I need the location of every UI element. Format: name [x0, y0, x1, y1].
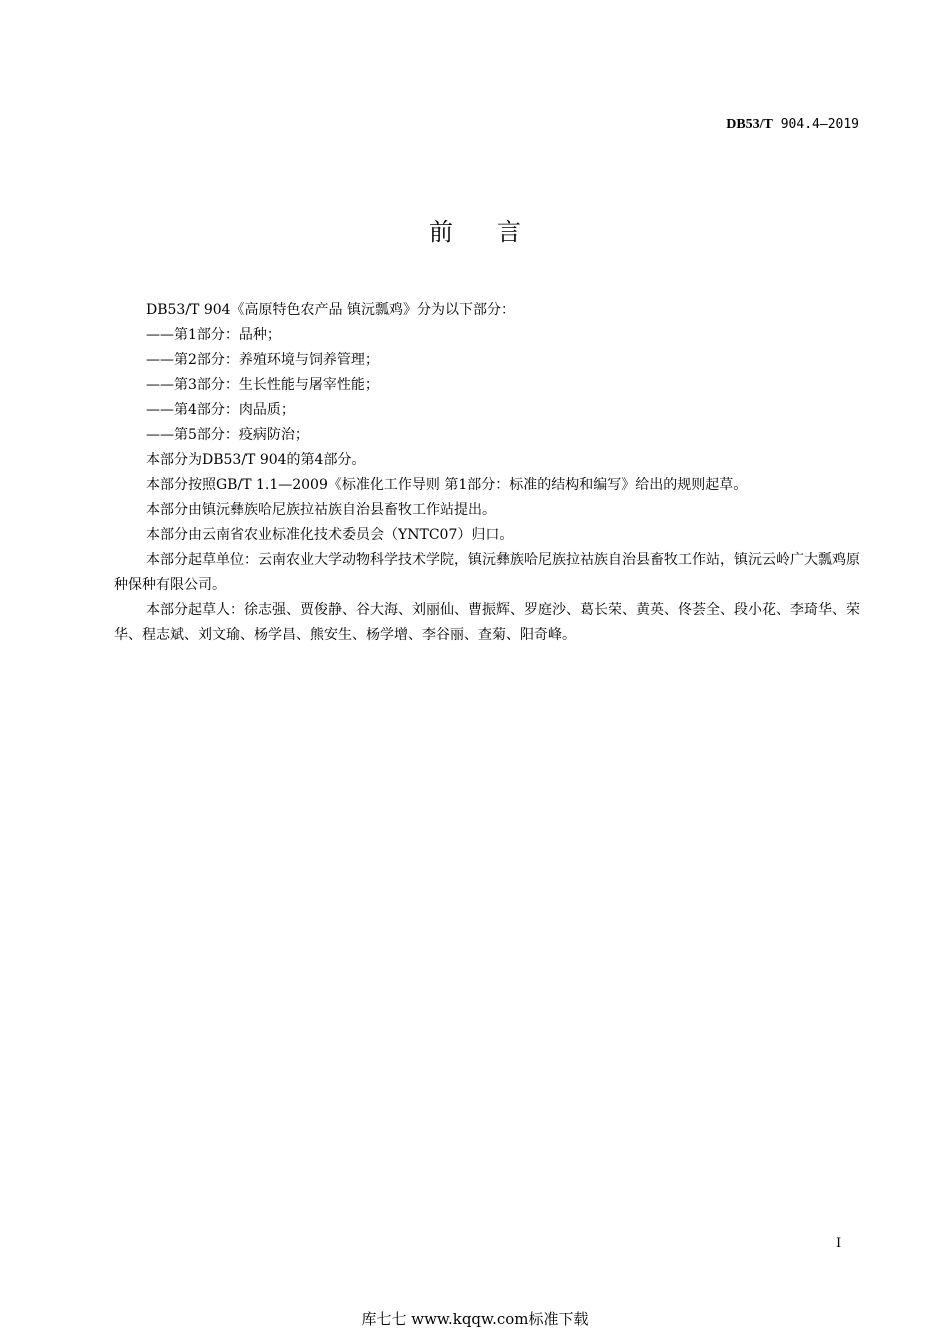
- paragraph-part-2: ——第2部分：养殖环境与饲养管理；: [146, 352, 379, 368]
- paragraph-drafting-rules: 本部分按照GB/T 1.1—2009《标准化工作导则 第1部分：标准的结构和编写》给出的规则起草。: [146, 477, 748, 493]
- paragraph-intro: DB53/T 904《高原特色农产品 镇沅瓢鸡》分为以下部分：: [146, 302, 516, 318]
- document-code-prefix: DB53/T: [726, 117, 773, 132]
- paragraph-proposer: 本部分由镇沅彝族哈尼族拉祜族自治县畜牧工作站提出。: [146, 502, 496, 518]
- paragraph-part-1: ——第1部分：品种；: [146, 327, 281, 343]
- page-number: I: [836, 1236, 842, 1251]
- paragraph-part-4: ——第4部分：肉品质；: [146, 402, 295, 418]
- paragraph-drafters: 本部分起草人：徐志强、贾俊静、谷大海、刘丽仙、曹振辉、罗庭沙、葛长荣、黄英、佟荟全、段小花、李琦华、荣华、程志斌、刘文瑜、杨学昌、熊安生、杨学增、李谷丽、查菊、阳奇峰。: [114, 602, 860, 643]
- paragraph-part-3: ——第3部分：生长性能与屠宰性能；: [146, 377, 379, 393]
- paragraph-committee: 本部分由云南省农业标准化技术委员会（YNTC07）归口。: [146, 527, 514, 543]
- paragraph-drafting-units: 本部分起草单位：云南农业大学动物科学技术学院，镇沅彝族哈尼族拉祜族自治县畜牧工作站，镇沅云岭广大瓢鸡原种保种有限公司。: [114, 552, 860, 593]
- footer-watermark: 库七七 www.kqqw.com标准下载: [361, 1310, 589, 1328]
- document-code: [726, 116, 859, 133]
- foreword-body: [114, 298, 860, 648]
- paragraph-this-part: 本部分为DB53/T 904的第4部分。: [146, 452, 366, 468]
- page-title: 前言: [429, 218, 565, 246]
- document-code-number: 904.4—2019: [772, 117, 859, 132]
- paragraph-part-5: ——第5部分：疫病防治；: [146, 427, 309, 443]
